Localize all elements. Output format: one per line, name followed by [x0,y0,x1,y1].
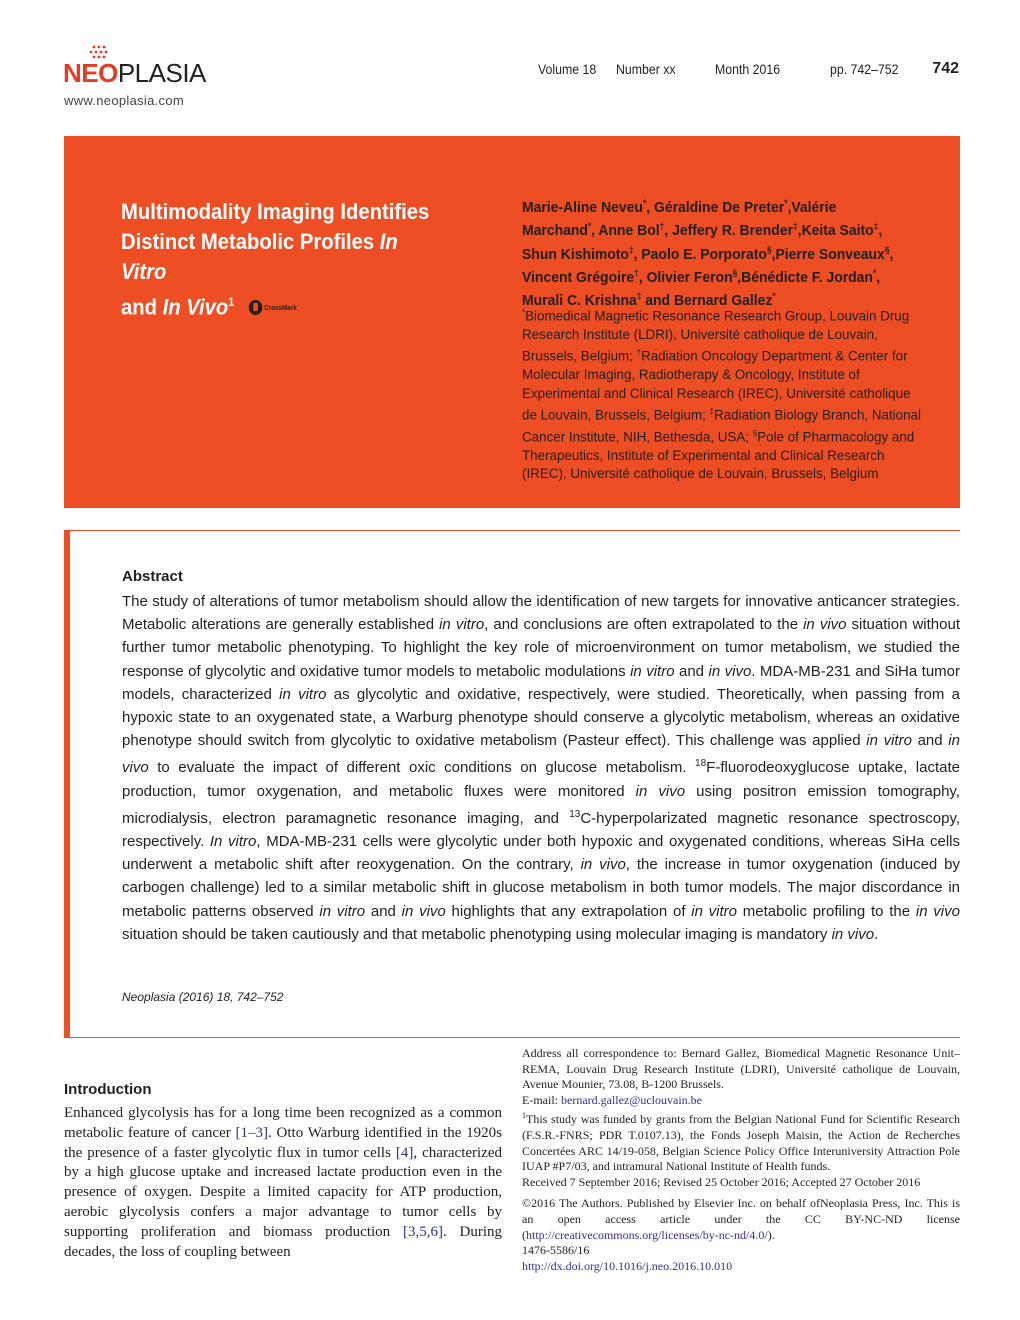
volume-label: Volume 18 [538,61,597,77]
abstract-segment: to evaluate the impact of different oxic conditions on glucose metabolism. [148,759,696,777]
abstract-segment: . MDA-MB-231 and SiHa tumor models, characterized [122,662,960,703]
introduction-text [64,1104,502,1262]
introduction-heading: Introduction [64,1081,152,1098]
abstract-segment: situation without further tumor metabolic phenotyping. To highlight the key role of microenvironment on tumor metabolism, we studied the response of glycolytic and oxidative tumor models to metabolic modulations [122,616,960,680]
author-name: Murali C. Krishna [522,292,637,310]
author-name: Olivier Feron [646,268,733,286]
journal-logo [63,44,223,90]
affiliation-mark: § [752,428,758,438]
doi-link[interactable]: http://dx.doi.org/10.1016/j.neo.2016.10.010 [522,1258,733,1273]
abstract-segment: situation should be taken cautiously and that metabolic phenotyping using molecular imaging is mandatory [122,925,832,943]
title-footnote-mark: 1 [228,295,235,309]
abstract-heading: Abstract [122,568,183,585]
author-name: Anne Bol [598,222,660,240]
author-name: Pierre Sonveaux [775,245,885,263]
crossmark-icon [249,300,263,315]
abstract-segment: 13 [569,808,581,820]
author-name: Bénédicte F. Jordan [741,268,873,286]
author-affiliation-mark: * [872,267,877,278]
abstract-segment: in vitro [866,732,912,750]
reference-link[interactable]: [4] [395,1144,414,1161]
abstract-segment: and [365,902,402,920]
affiliation-mark: ‡ [709,406,715,416]
author-name: Jeffery R. Brender [672,222,794,240]
abstract-segment: metabolic profiling to the [737,902,916,920]
abstract-segment: as glycolytic and oxidative, respectively, were studied. Theoretically, when passing from a hypoxic state to an oxygenated state, a Warburg phenotype should conserve a glycolytic metabolism, whereas an oxidative phenotype should switch from glycolytic to oxidative metabolism (Pasteur effect). This challenge was applied [122,685,960,750]
abstract-segment: in vitro [319,902,366,920]
abstract-segment: in vivo [803,616,847,634]
author-affiliation-mark: * [772,291,776,302]
email-label: E-mail: [522,1092,561,1107]
reference-link[interactable]: [1–3] [235,1124,269,1141]
author-affiliation-mark: * [784,198,788,208]
introduction-segment: . During decades, the loss of coupling between [64,1223,502,1260]
abstract-segment: and [911,732,949,750]
author-affiliation-mark: ‡ [636,291,642,302]
abstract-segment: highlights that any extrapolation of [445,902,692,920]
author-affiliation-mark: ‡ [793,221,798,232]
affiliation-mark: † [636,348,642,358]
affiliation-text: Biomedical Magnetic Resonance Research Group, Louvain Drug Research Institute (LDRI), Université catholique de Louvain, Brussels, Belgium; [522,308,910,364]
author-name: Marie-Aline Neveu [522,199,643,216]
affiliation-mark: * [522,308,526,317]
abstract-segment: in vivo [635,782,686,800]
logo-wordmark: NEOPLASIA [63,58,206,88]
author-affiliation-mark: * [642,198,647,208]
abstract-segment: in vivo [122,732,960,777]
author-affiliation-mark: ‡ [628,244,634,255]
abstract-segment: In vitro [209,833,257,851]
author-affiliation-mark: † [659,221,665,232]
abstract-segment: in vivo [915,902,960,920]
issn: 1476-5586/16 [522,1243,590,1258]
abstract-segment: , the increase in tumor oxygenation (induced by carbogen challenge) led to a similar metabolic shift in glucose metabolism in both tumor models. The major discordance in metabolic patterns observed [122,856,960,920]
abstract-segment: in vitro [439,616,485,634]
abstract-segment: . [874,925,879,943]
abstract-segment: The study of alterations of tumor metabolism should allow the identification of new targets for innovative anticancer strategies. Metabolic alterations are generally established [122,593,960,634]
abstract-segment: 18 [695,758,707,770]
introduction-segment: . Otto Warburg identified in the 1920s the presence of a faster glycolytic flux in tumor cells [64,1124,502,1161]
correspondence-address: Address all correspondence to: Bernard Gallez, Biomedical Magnetic Resonance Unit–REMA, Louvain Drug Research Institute (LDRI), Université catholique de Louvain, Avenue Mounier, 73.08, B-1200 Brussels. [522,1046,960,1092]
abstract-segment: in vitro [630,662,675,680]
author-name: Bernard Gallez [673,292,773,310]
footnotes [522,1046,960,1274]
abstract-segment: C-hyperpolarizated magnetic resonance spectroscopy, respectively. [122,809,961,851]
abstract-top-rule [64,530,960,531]
page-number: 742 [932,60,959,77]
issue-number-label: Number xx [616,61,676,77]
abstract-segment: in vivo [831,925,875,943]
author-name: Paolo E. Porporato [641,245,767,263]
page-range-label: pp. 742–752 [830,61,899,77]
abstract-segment: F-fluorodeoxyglucose uptake, lactate production, tumor oxygenation, and metabolic fluxes were monitored [122,759,960,800]
abstract-segment: in vitro [691,902,738,920]
author-affiliation-mark: ‡ [873,221,879,232]
journal-citation: Neoplasia (2016) 18, 742–752 [122,990,284,1004]
author-affiliation-mark: * [587,221,592,232]
abstract-left-rule [64,530,70,1038]
author-name: Valérie Marchand [522,199,837,240]
article-title: Multimodality Imaging Identifies Distinct Metabolic Profiles In Vitro and In Vivo$^1$ CrossMark [121,197,445,324]
author-affiliation-mark: § [732,267,738,278]
abstract-text [122,590,960,946]
affiliation-text: Radiation Biology Branch, National Cancer Institute, NIH, Bethesda, USA; [522,407,921,445]
month-label: Month 2016 [715,61,781,77]
email-link[interactable]: bernard.gallez@uclouvain.be [561,1092,702,1107]
affiliations [522,304,927,484]
title-panel [64,136,960,508]
introduction-segment: Enhanced glycolysis has for a long time been recognized as a common metabolic feature of cancer [64,1105,502,1141]
author-affiliation-mark: † [634,267,639,278]
author-name: Géraldine De Preter [653,199,785,216]
author-name: Vincent Grégoire [522,268,635,286]
crossmark-button[interactable]: CrossMark [249,294,297,324]
journal-website-link[interactable]: www.neoplasia.com [64,93,184,108]
abstract-bottom-rule [64,1037,960,1038]
author-name: Shun Kishimoto [522,245,629,263]
author-affiliation-mark: § [884,244,890,255]
author-name: Keita Saito [801,222,874,240]
license-link[interactable]: http://creativecommons.org/licenses/by-nc-nd/4.0/ [526,1227,768,1242]
abstract-segment: using positron emission tomography, microdialysis, electron paramagnetic resonance imaging, and [122,782,960,827]
affiliation-text: Radiation Oncology Department & Center for Molecular Imaging, Radiotherapy & Oncology, Institute of Experimental and Clinical Research (IREC), Université catholique de Louvain, Brussels, Belgium; [522,348,911,423]
author-list: Marie-Aline Neveu*, Géraldine De Preter*,Valérie Marchand*, Anne Bol†, Jeffery R. Brender‡,Keita Saito‡, Shun Kishimoto‡, Paolo E. Porporato§,Pierre Sonveaux§, Vincent Grégoire†, Olivier Feron§,Bénédicte F. Jordan*, Murali C. Krishna‡ and Bernard Gallez* [522,198,894,310]
affiliation-text: Pole of Pharmacology and Therapeutics, Institute of Experimental and Clinical Research (IREC), Université catholique de Louvain, Brussels, Belgium [522,429,915,482]
copyright-note: ©2016 The Authors. Published by Elsevier Inc. on behalf ofNeoplasia Press, Inc. This is an open access article under the CC BY-NC-ND license (http://creativecommons.org/licenses/by-nc-nd/4.0/). [522,1196,960,1242]
abstract-segment: in vivo [708,662,752,680]
author-affiliation-mark: § [766,244,772,255]
abstract-segment: and [674,662,709,680]
article-dates: Received 7 September 2016; Revised 25 October 2016; Accepted 27 October 2016 [522,1174,921,1189]
abstract-segment: , and conclusions are often extrapolated to the [484,616,804,634]
abstract-segment: in vitro [279,685,327,703]
funding-note: $^1$This study was funded by grants from the Belgian National Fund for Scientific Research (F.S.R.-FNRS; PDR T.0107.13), the Fonds Joseph Maisin, the Action de Recherches Concertées ARC 14/19-058, Belgian Science Policy Office Interuniversity Attraction Pole IUAP #P7/03, and intramural National Institute of Health funds. [522,1111,960,1174]
introduction-segment: , characterized by a high glucose uptake and increased lactate production even in the presence of oxygen. Despite a limited capacity for ATP production, aerobic glycolysis confers a major advantage to tumor cells by supporting proliferation and biomass production [64,1144,503,1240]
abstract-segment: in vivo [401,902,446,920]
abstract-segment: in vivo [580,856,626,874]
abstract-segment: , MDA-MB-231 cells were glycolytic under both hypoxic and oxygenated conditions, whereas SiHa cells underwent a metabolic shift after reoxygenation. On the contrary, [122,833,961,874]
reference-link[interactable]: [3,5,6] [402,1223,443,1240]
